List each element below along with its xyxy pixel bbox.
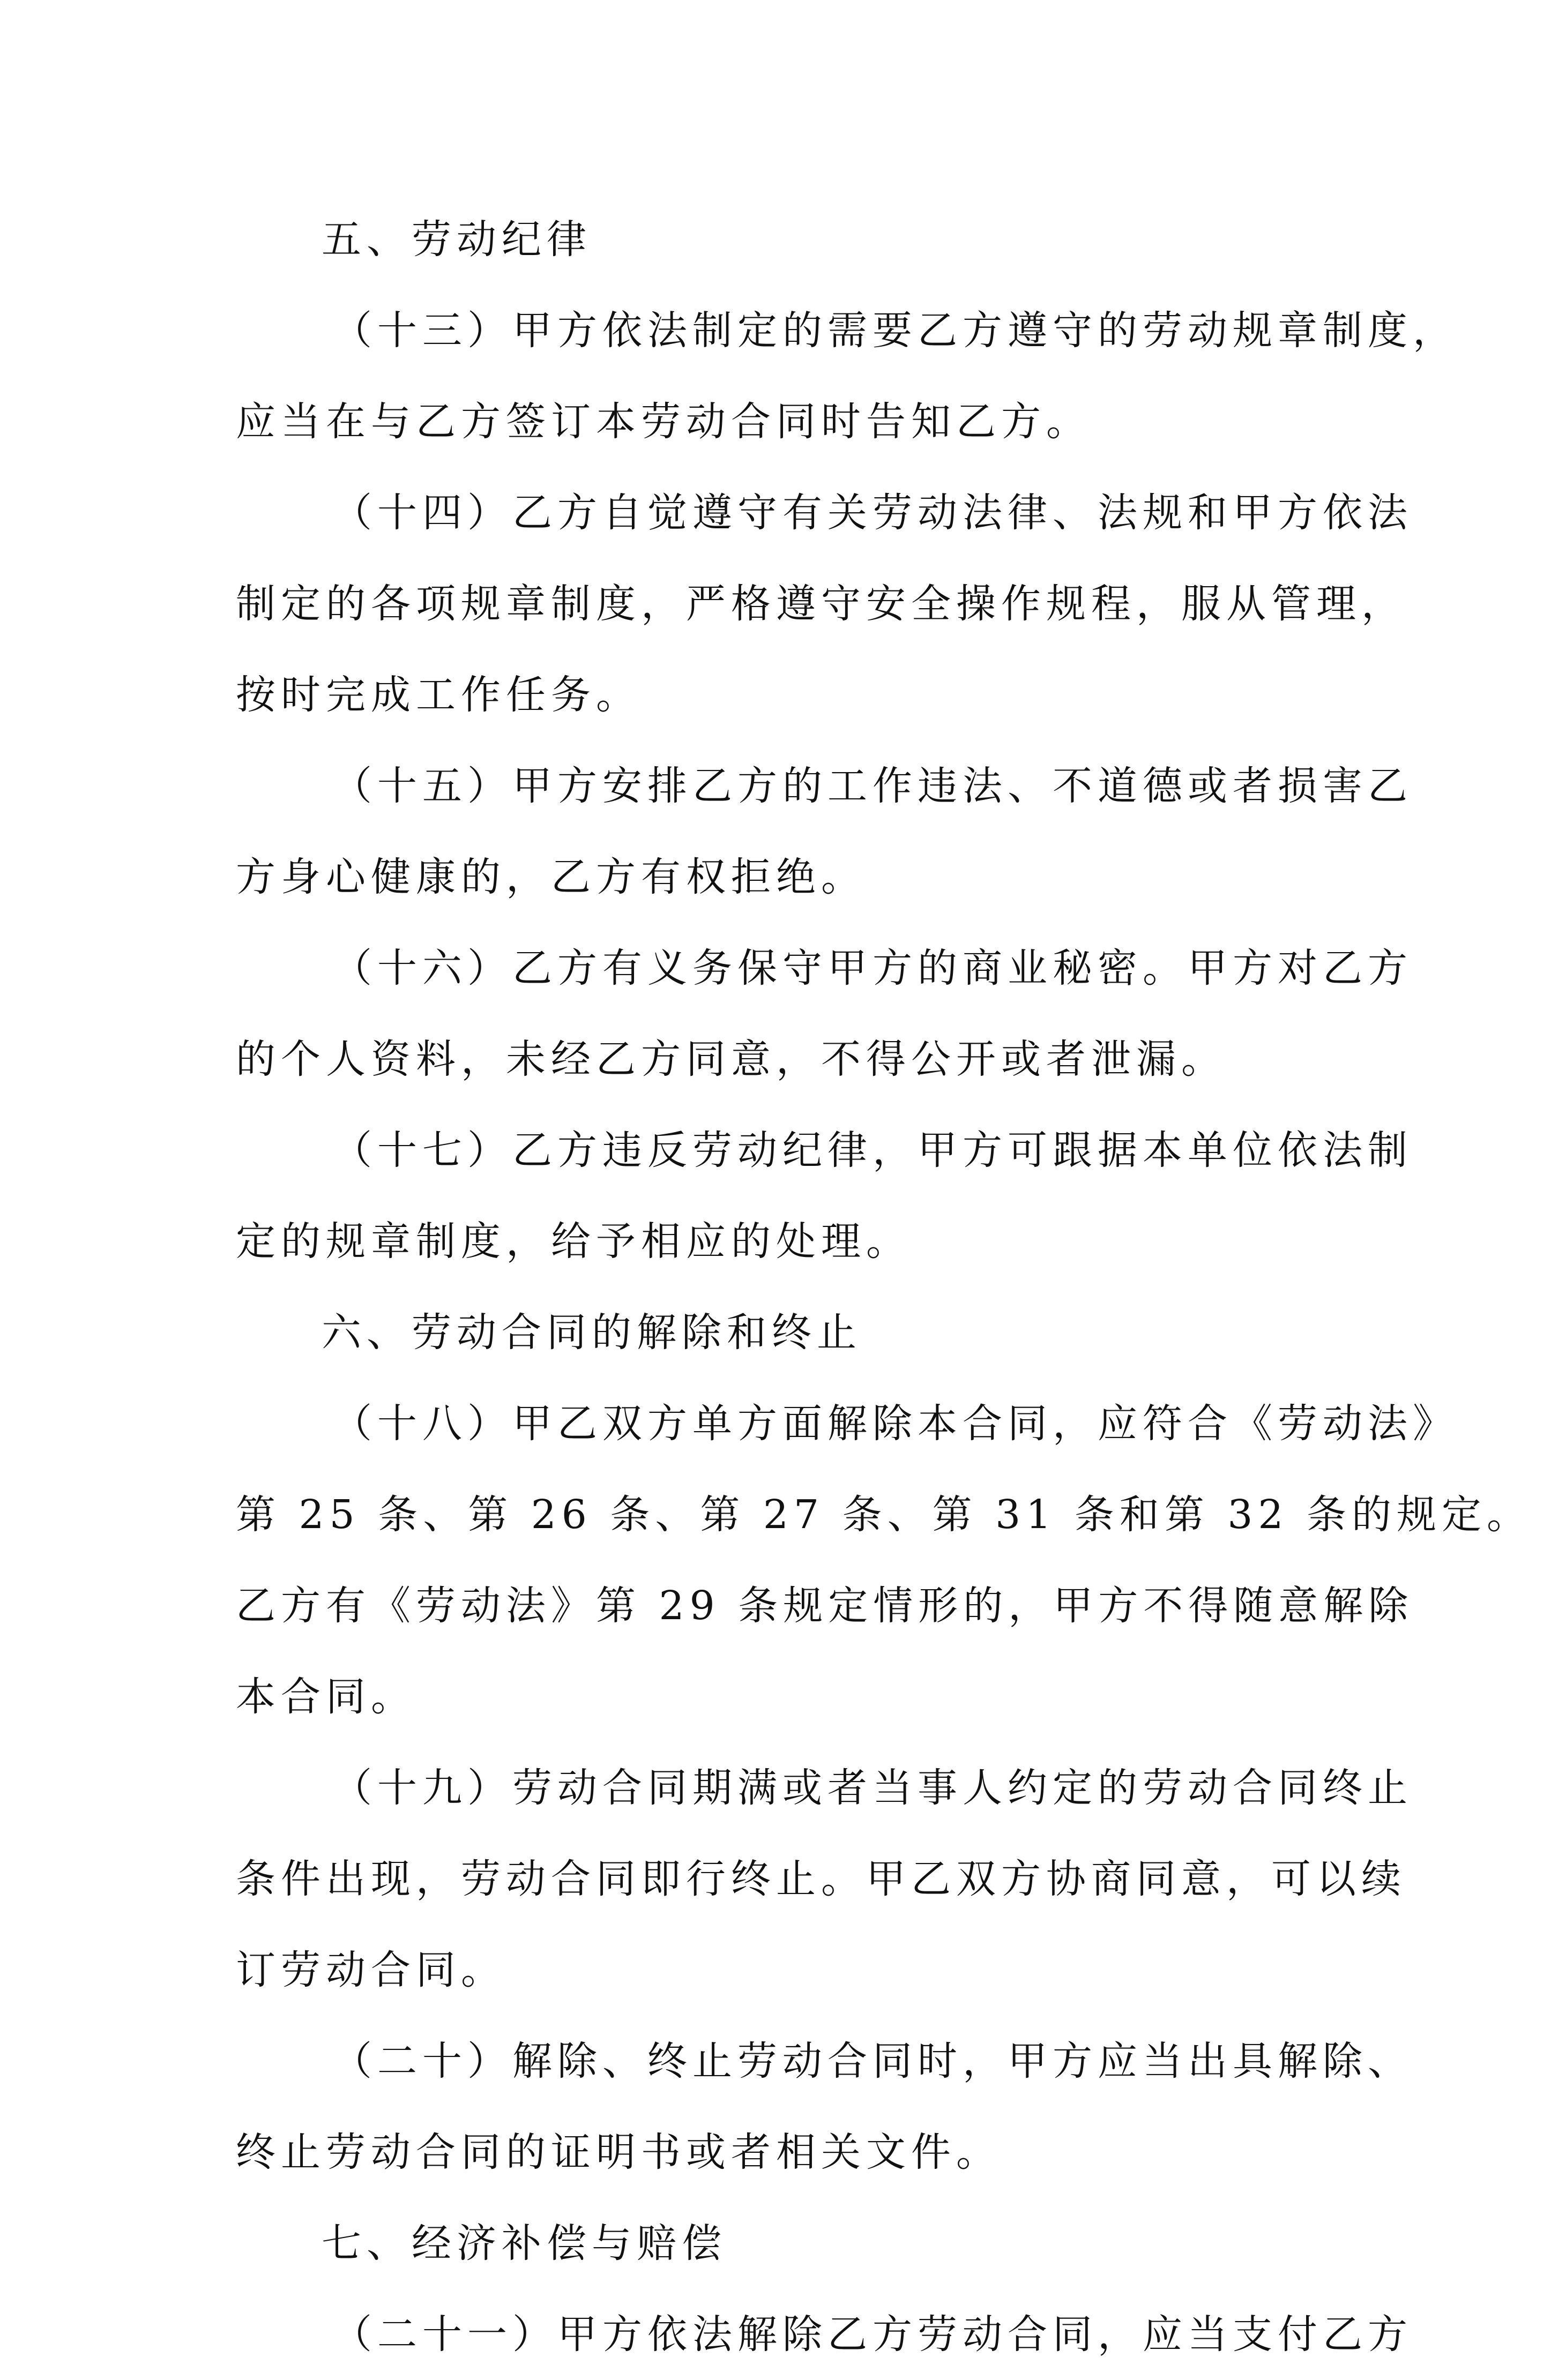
clause-20-line-2: 终止劳动合同的证明书或者相关文件。 [236, 2129, 1001, 2175]
clause-18-line-4: 本合同。 [236, 1674, 416, 1720]
clause-14-line-1: （十四）乙方自觉遵守有关劳动法律、法规和甲方依法 [332, 490, 1413, 536]
clause-18-line-2: 第 25 条、第 26 条、第 27 条、第 31 条和第 32 条的规定。 [236, 1492, 1532, 1538]
clause-14-line-2: 制定的各项规章制度，严格遵守安全操作规程，服从管理， [236, 581, 1406, 627]
clause-20-line-1: （二十）解除、终止劳动合同时，甲方应当出具解除、 [332, 2038, 1413, 2084]
clause-15-line-1: （十五）甲方安排乙方的工作违法、不道德或者损害乙 [332, 763, 1413, 809]
clause-17-line-1: （十七）乙方违反劳动纪律，甲方可跟据本单位依法制 [332, 1127, 1413, 1173]
clause-17-line-2: 定的规章制度，给予相应的处理。 [236, 1218, 911, 1264]
section-heading-compensation: 七、经济补偿与赔偿 [322, 2220, 727, 2266]
clause-18-line-3: 乙方有《劳动法》第 29 条规定情形的，甲方不得随意解除 [236, 1583, 1414, 1629]
clause-16-line-2: 的个人资料，未经乙方同意，不得公开或者泄漏。 [236, 1036, 1226, 1082]
clause-16-line-1: （十六）乙方有义务保守甲方的商业秘密。甲方对乙方 [332, 945, 1413, 991]
clause-19-line-2: 条件出现，劳动合同即行终止。甲乙双方协商同意，可以续 [236, 1856, 1406, 1902]
section-heading-termination: 六、劳动合同的解除和终止 [322, 1309, 862, 1356]
clause-13-line-1: （十三）甲方依法制定的需要乙方遵守的劳动规章制度， [332, 308, 1458, 354]
section-heading-labor-discipline: 五、劳动纪律 [322, 216, 592, 263]
clause-19-line-1: （十九）劳动合同期满或者当事人约定的劳动合同终止 [332, 1765, 1413, 1811]
clause-21-line-1: （二十一）甲方依法解除乙方劳动合同，应当支付乙方 [332, 2311, 1413, 2357]
clause-15-line-2: 方身心健康的，乙方有权拒绝。 [236, 854, 866, 900]
clause-13-line-2: 应当在与乙方签订本劳动合同时告知乙方。 [236, 399, 1091, 445]
clause-14-line-3: 按时完成工作任务。 [236, 672, 641, 718]
clause-19-line-3: 订劳动合同。 [236, 1947, 506, 1993]
clause-18-line-1: （十八）甲乙双方单方面解除本合同，应符合《劳动法》 [332, 1401, 1458, 1447]
document-body [236, 194, 1532, 2380]
